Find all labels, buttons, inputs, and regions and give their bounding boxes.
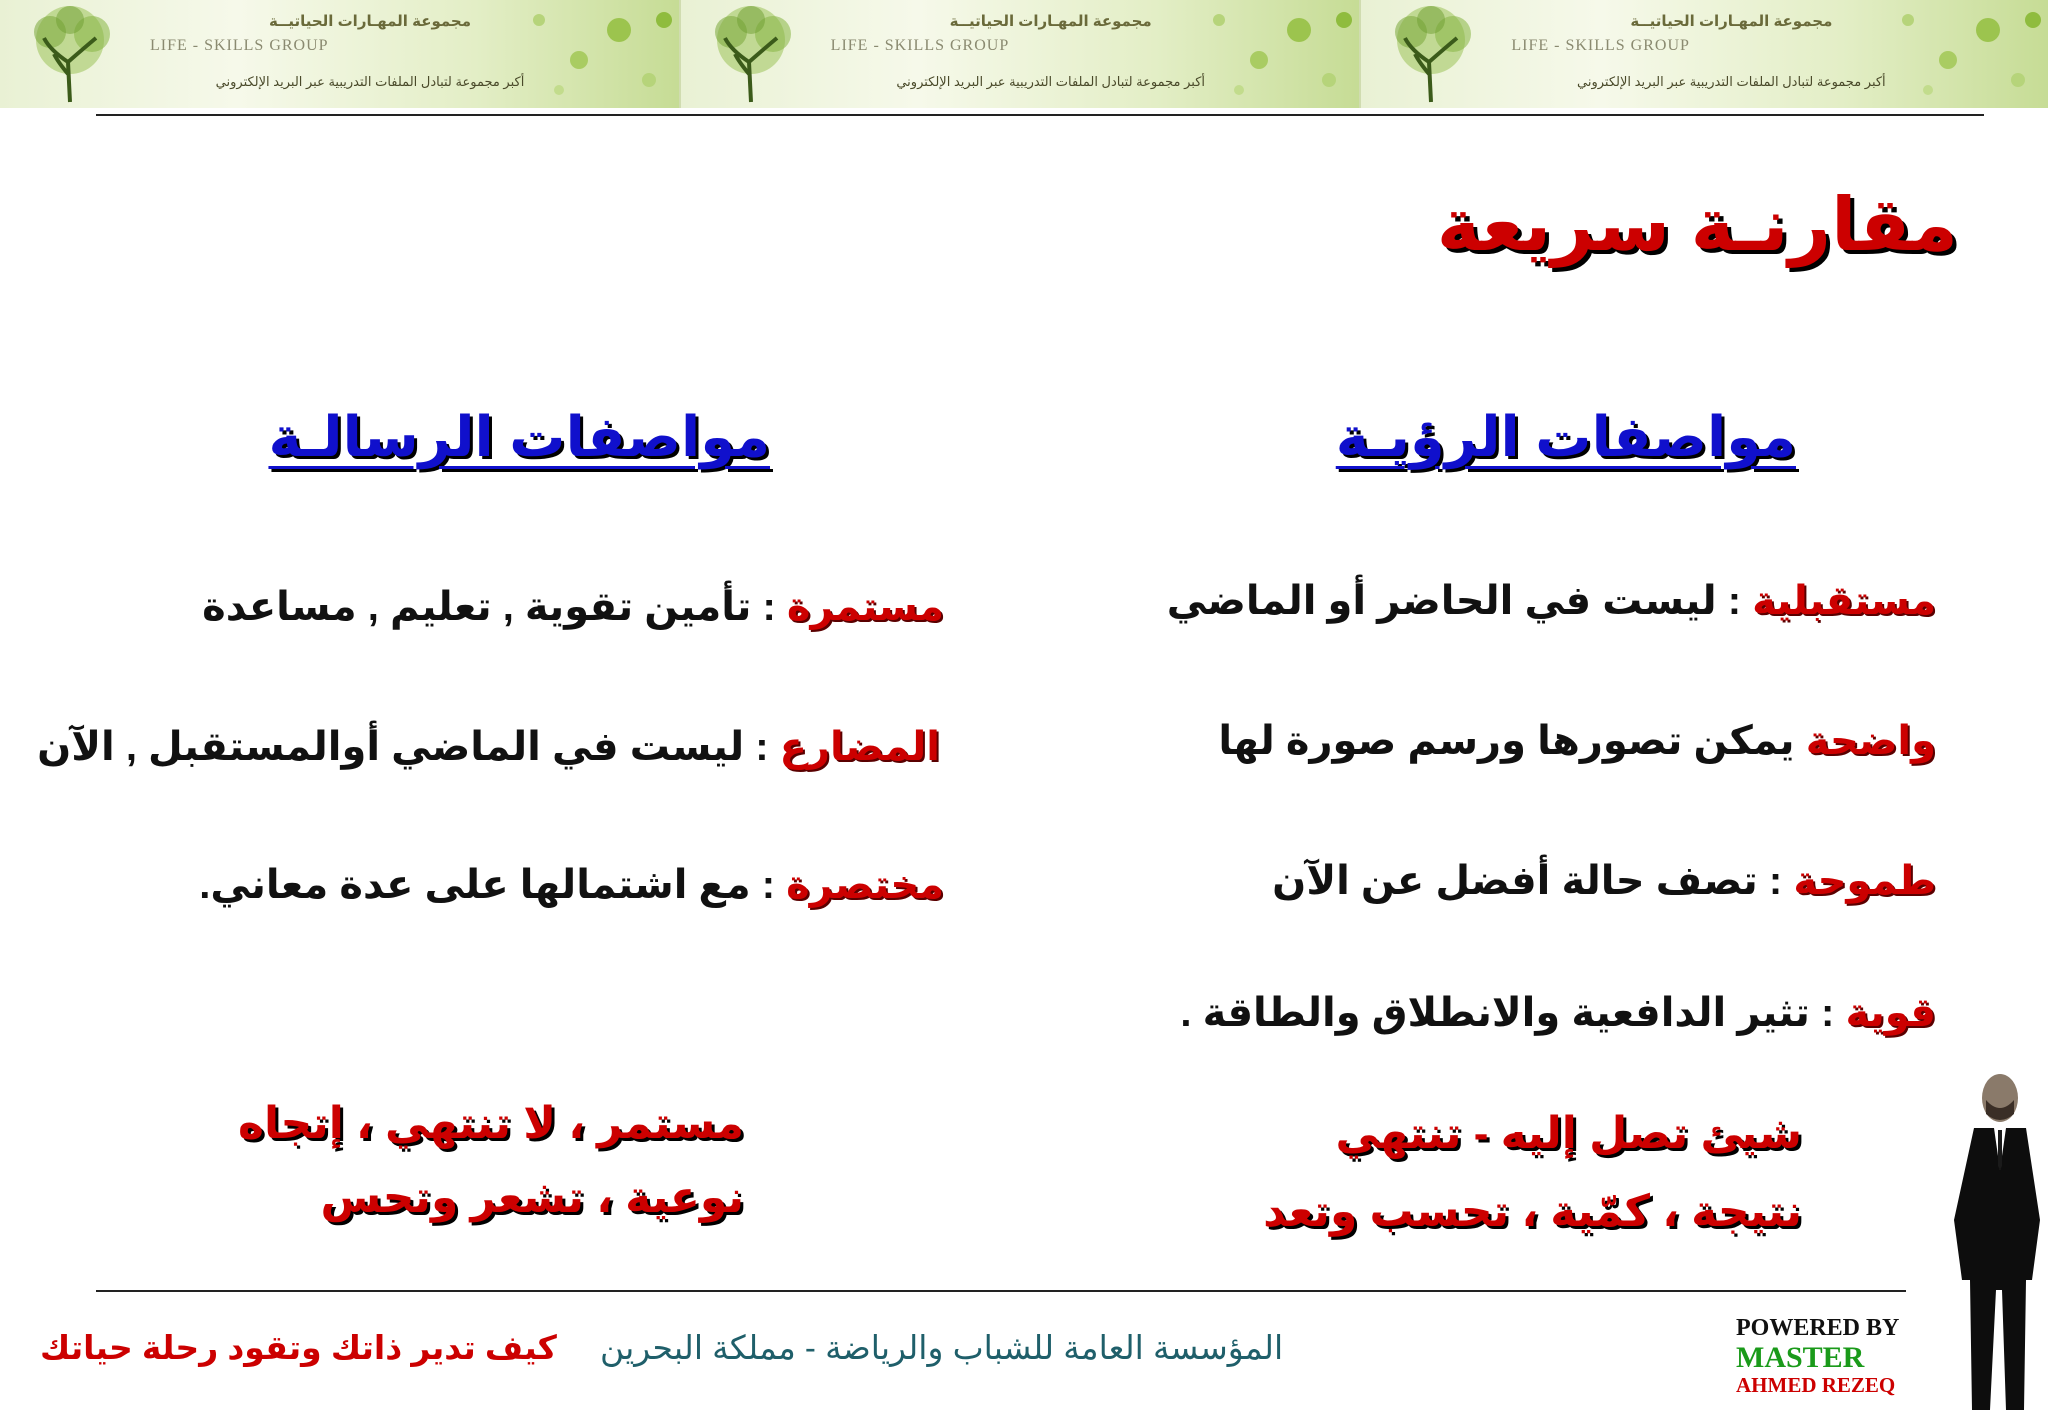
mission-item-text: ليست في الماضي أوالمستقبل , الآن: [37, 725, 745, 769]
mission-item-text: مع اشتمالها على عدة معاني.: [199, 863, 751, 907]
mission-item-text: تأمين تقوية , تعليم , مساعدة: [202, 585, 752, 629]
vision-item-text: ليست في الحاضر أو الماضي: [1166, 579, 1717, 623]
vision-item-text: تصف حالة أفضل عن الآن: [1272, 859, 1758, 903]
banner-tagline-ar: أكبر مجموعة لتبادل الملفات التدريبية عبر البريد الإلكتروني: [215, 74, 525, 89]
vision-item-key: طموحة: [1793, 859, 1936, 903]
bottom-divider: [96, 1290, 1906, 1292]
vision-item-sep: :: [1716, 579, 1753, 623]
mission-summary-line1: مستمر ، لا تنتهي ، إتجاه: [238, 1099, 744, 1148]
banner-panel: [681, 0, 1362, 108]
vision-summary-line2: نتيجة ، كمّية ، تحسب وتعد: [1263, 1187, 1802, 1236]
vision-summary-line1: شيئ تصل إليه - تنتهي: [1335, 1109, 1802, 1158]
vision-item-text: تثير الدافعية والانطلاق والطاقة .: [1180, 991, 1810, 1035]
mission-item-sep: :: [744, 725, 780, 769]
tree-logo-icon: [691, 2, 811, 106]
vision-item-key: واضحة: [1805, 719, 1936, 763]
mission-item: [202, 584, 944, 630]
mission-item: [37, 724, 940, 770]
mission-item-sep: :: [750, 863, 787, 907]
banner-group-name-ar: مجموعة المهـارات الحياتيــة: [1630, 13, 1833, 30]
mission-item: [199, 862, 944, 908]
banner-group-name-ar: مجموعة المهـارات الحياتيــة: [949, 13, 1152, 30]
slide-title: مقارنـة سريعة: [1436, 183, 1958, 266]
banner-panel: [0, 0, 681, 108]
banner-panel: [1361, 0, 2048, 108]
vision-item: [1180, 990, 1936, 1036]
footer-organization: المؤسسة العامة للشباب والرياضة - مملكة البحرين: [600, 1329, 1284, 1366]
vision-heading: مواصفات الرؤيـة: [1335, 405, 1796, 468]
bubbles-decoration-icon: [1179, 0, 1359, 108]
vision-item-text: يمكن تصورها ورسم صورة لها: [1218, 719, 1795, 763]
bubbles-decoration-icon: [1868, 0, 2048, 108]
author-name: AHMED REZEQ: [1736, 1373, 1896, 1398]
vision-item: [1167, 578, 1936, 624]
banner-tagline-ar: أكبر مجموعة لتبادل الملفات التدريبية عبر البريد الإلكتروني: [896, 74, 1205, 89]
vision-item-sep: :: [1809, 991, 1846, 1035]
top-divider: [96, 114, 1984, 116]
mission-item-key: مستمرة: [786, 585, 944, 629]
tree-logo-icon: [1371, 2, 1491, 106]
footer-slogan: كيف تدير ذاتك وتقود رحلة حياتك: [40, 1329, 557, 1366]
vision-item-key: مستقبلية: [1752, 579, 1936, 623]
vision-item: [1218, 718, 1936, 764]
presenter-silhouette-icon: [1940, 1070, 2048, 1418]
tree-logo-icon: [10, 2, 130, 106]
mission-summary-line2: نوعية ، تشعر وتحس: [320, 1173, 744, 1222]
bubbles-decoration-icon: [499, 0, 679, 108]
banner-group-name-en: LIFE - SKILLS GROUP: [830, 37, 1010, 54]
powered-by-block: [1736, 1316, 1899, 1397]
mission-item-sep: :: [751, 585, 787, 629]
banner-group-name-ar: مجموعة المهـارات الحياتيــة: [268, 13, 472, 30]
vision-item-key: قوية: [1845, 991, 1936, 1035]
mission-heading: مواصفات الرسالـة: [268, 405, 770, 468]
mission-item-key: مختصرة: [786, 863, 944, 907]
vision-item: [1272, 858, 1936, 904]
vision-item-sep: :: [1757, 859, 1794, 903]
banner-group-name-en: LIFE - SKILLS GROUP: [1511, 37, 1690, 54]
banner-tagline-ar: أكبر مجموعة لتبادل الملفات التدريبية عبر البريد الإلكتروني: [1577, 74, 1886, 89]
powered-by-label: POWERED BY: [1736, 1315, 1900, 1341]
vision-item-sep: [1795, 719, 1806, 763]
banner-group-name-en: LIFE - SKILLS GROUP: [150, 37, 329, 54]
mission-item-key: المضارع: [779, 725, 940, 769]
header-banner: [0, 0, 2048, 108]
master-label: MASTER: [1736, 1340, 1865, 1374]
